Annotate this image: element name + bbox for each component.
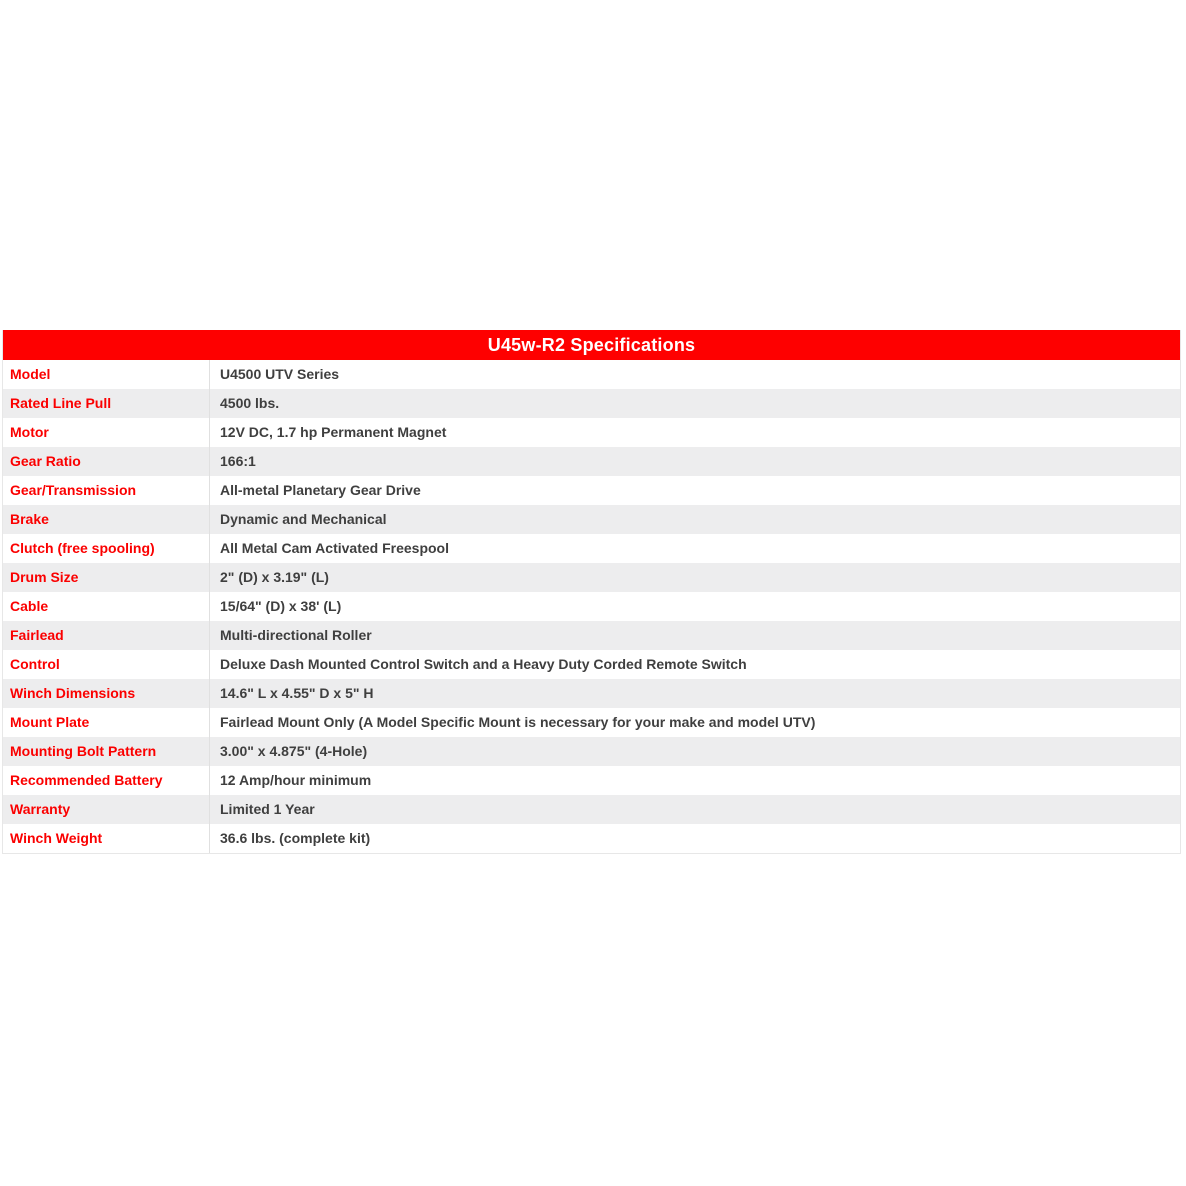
table-row xyxy=(3,824,1180,853)
row-value: Dynamic and Mechanical xyxy=(220,511,387,527)
row-value: 12 Amp/hour minimum xyxy=(220,772,372,788)
row-value: 15/64" (D) x 38' (L) xyxy=(220,598,342,614)
table-row xyxy=(3,621,1180,650)
row-label: Mounting Bolt Pattern xyxy=(3,737,210,766)
row-value: All-metal Planetary Gear Drive xyxy=(220,482,421,498)
table-row xyxy=(3,389,1180,418)
row-label: Mount Plate xyxy=(3,708,210,737)
spec-table-body xyxy=(3,360,1180,853)
row-value: Limited 1 Year xyxy=(220,801,315,817)
row-label: Brake xyxy=(3,505,210,534)
table-row xyxy=(3,563,1180,592)
spec-table xyxy=(2,330,1181,854)
row-value: Fairlead Mount Only (A Model Specific Mount is necessary for your make and model UTV) xyxy=(220,714,816,730)
row-label: Cable xyxy=(3,592,210,621)
table-row xyxy=(3,650,1180,679)
row-label: Fairlead xyxy=(3,621,210,650)
row-value: All Metal Cam Activated Freespool xyxy=(220,540,449,556)
row-label: Rated Line Pull xyxy=(3,389,210,418)
row-value: U4500 UTV Series xyxy=(220,366,340,382)
row-label: Gear Ratio xyxy=(3,447,210,476)
table-row xyxy=(3,534,1180,563)
row-value: 166:1 xyxy=(220,453,256,469)
spec-table-title: U45w-R2 Specifications xyxy=(3,330,1180,360)
row-label: Clutch (free spooling) xyxy=(3,534,210,563)
row-label: Winch Weight xyxy=(3,824,210,853)
row-label: Drum Size xyxy=(3,563,210,592)
row-value: 4500 lbs. xyxy=(220,395,280,411)
table-row xyxy=(3,737,1180,766)
row-value: Multi-directional Roller xyxy=(220,627,372,643)
table-row xyxy=(3,505,1180,534)
row-label: Model xyxy=(3,360,210,389)
row-label: Warranty xyxy=(3,795,210,824)
table-row xyxy=(3,360,1180,389)
row-value: 36.6 lbs. (complete kit) xyxy=(220,830,371,846)
row-label: Gear/Transmission xyxy=(3,476,210,505)
row-value: 12V DC, 1.7 hp Permanent Magnet xyxy=(220,424,447,440)
table-row xyxy=(3,766,1180,795)
row-value: 14.6" L x 4.55" D x 5" H xyxy=(220,685,374,701)
table-row xyxy=(3,592,1180,621)
row-value: Deluxe Dash Mounted Control Switch and a Heavy Duty Corded Remote Switch xyxy=(220,656,747,672)
table-row xyxy=(3,795,1180,824)
row-value: 2" (D) x 3.19" (L) xyxy=(220,569,329,585)
table-row xyxy=(3,708,1180,737)
table-row xyxy=(3,679,1180,708)
row-label: Control xyxy=(3,650,210,679)
row-label: Winch Dimensions xyxy=(3,679,210,708)
row-label: Recommended Battery xyxy=(3,766,210,795)
row-label: Motor xyxy=(3,418,210,447)
table-row xyxy=(3,447,1180,476)
table-row xyxy=(3,476,1180,505)
table-row xyxy=(3,418,1180,447)
row-value: 3.00" x 4.875" (4-Hole) xyxy=(220,743,368,759)
